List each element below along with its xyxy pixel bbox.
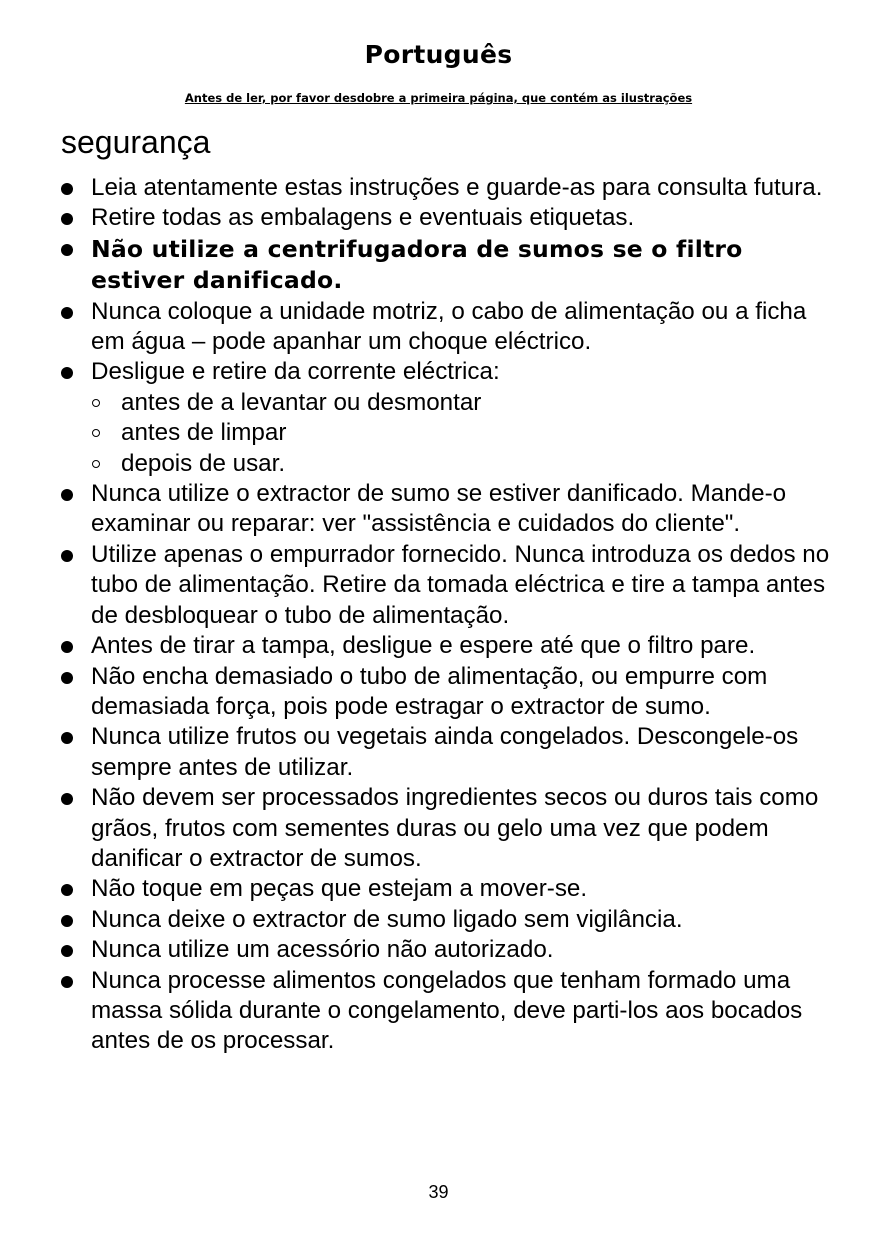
page-subtitle: Antes de ler, por favor desdobre a primeira página, que contém as ilustrações xyxy=(184,91,693,105)
sub-list-item xyxy=(91,388,831,418)
bullet-icon xyxy=(61,367,73,379)
sub-list-item-text: antes de limpar xyxy=(121,419,287,447)
bullet-icon xyxy=(61,945,73,957)
sub-list-item xyxy=(91,449,831,479)
bullet-icon xyxy=(61,793,73,805)
list-item xyxy=(61,479,831,540)
list-item xyxy=(61,357,831,479)
list-item-text: Utilize apenas o empurrador fornecido. Nunca introduza os dedos no tubo de alimentação. Retire da tomada eléctrica e tire a tampa antes de desbloquear o tubo de alimentação. xyxy=(91,540,830,629)
circle-bullet-icon xyxy=(92,399,100,407)
bullet-icon xyxy=(61,489,73,501)
list-item-text: Antes de tirar a tampa, desligue e espere até que o filtro pare. xyxy=(91,632,756,660)
section-heading: segurança xyxy=(61,124,211,160)
list-item-text: Nunca utilize o extractor de sumo se estiver danificado. Mande-o examinar ou reparar: ver "assistência e cuidados do cliente". xyxy=(91,480,787,538)
list-item-text: Nunca processe alimentos congelados que tenham formado uma massa sólida durante o congelamento, deve parti-los aos bocados antes de os processar. xyxy=(91,966,803,1055)
list-item-text: Nunca deixe o extractor de sumo ligado sem vigilância. xyxy=(91,905,683,933)
list-item-warning xyxy=(61,234,831,297)
bullet-icon xyxy=(61,884,73,896)
sub-list-item xyxy=(91,418,831,448)
bullet-icon xyxy=(61,550,73,562)
bullet-icon xyxy=(61,915,73,927)
list-item xyxy=(61,874,831,904)
bullet-icon xyxy=(61,732,73,744)
list-item-text: Retire todas as embalagens e eventuais etiquetas. xyxy=(91,204,635,232)
list-item xyxy=(61,173,831,203)
list-item xyxy=(61,662,831,723)
list-item xyxy=(61,540,831,631)
list-item xyxy=(61,783,831,874)
bullet-icon xyxy=(61,213,73,225)
circle-bullet-icon xyxy=(92,460,100,468)
bullet-icon xyxy=(61,183,73,195)
circle-bullet-icon xyxy=(92,429,100,437)
sub-list xyxy=(91,388,831,479)
list-item-text: Desligue e retire da corrente eléctrica: xyxy=(91,358,500,386)
list-item xyxy=(61,297,831,358)
list-item xyxy=(61,722,831,783)
list-item xyxy=(61,203,831,233)
list-item-text: Nunca utilize frutos ou vegetais ainda congelados. Descongele-os sempre antes de utilizar. xyxy=(91,723,799,781)
bullet-icon xyxy=(61,307,73,319)
list-item-text: Nunca coloque a unidade motriz, o cabo de alimentação ou a ficha em água – pode apanhar um choque eléctrico. xyxy=(91,297,807,356)
sub-list-item-text: depois de usar. xyxy=(121,449,286,477)
bullet-icon xyxy=(61,244,73,256)
list-item-text: Leia atentamente estas instruções e guarde-as para consulta futura. xyxy=(91,174,823,201)
page-title: Português xyxy=(364,40,513,69)
list-item xyxy=(61,905,831,935)
safety-list xyxy=(61,173,831,1057)
bullet-icon xyxy=(61,976,73,988)
list-item-text: Não devem ser processados ingredientes secos ou duros tais como grãos, frutos com sementes duras ou gelo uma vez que podem danificar o extractor de sumos. xyxy=(91,784,819,872)
list-item-text: Não utilize a centrifugadora de sumos se o filtro estiver danificado. xyxy=(91,234,743,295)
sub-list-item-text: antes de a levantar ou desmontar xyxy=(121,388,482,416)
bullet-icon xyxy=(61,641,73,653)
list-item xyxy=(61,631,831,661)
list-item-text: Nunca utilize um acessório não autorizado. xyxy=(91,936,554,964)
list-item xyxy=(61,935,831,965)
list-item-text: Não encha demasiado o tubo de alimentação, ou empurre com demasiada força, pois pode estragar o extractor de sumo. xyxy=(91,662,768,720)
list-item xyxy=(61,966,831,1057)
list-item-text: Não toque em peças que estejam a mover-se. xyxy=(91,875,588,903)
page-number: 39 xyxy=(428,1182,449,1202)
bullet-icon xyxy=(61,672,73,684)
